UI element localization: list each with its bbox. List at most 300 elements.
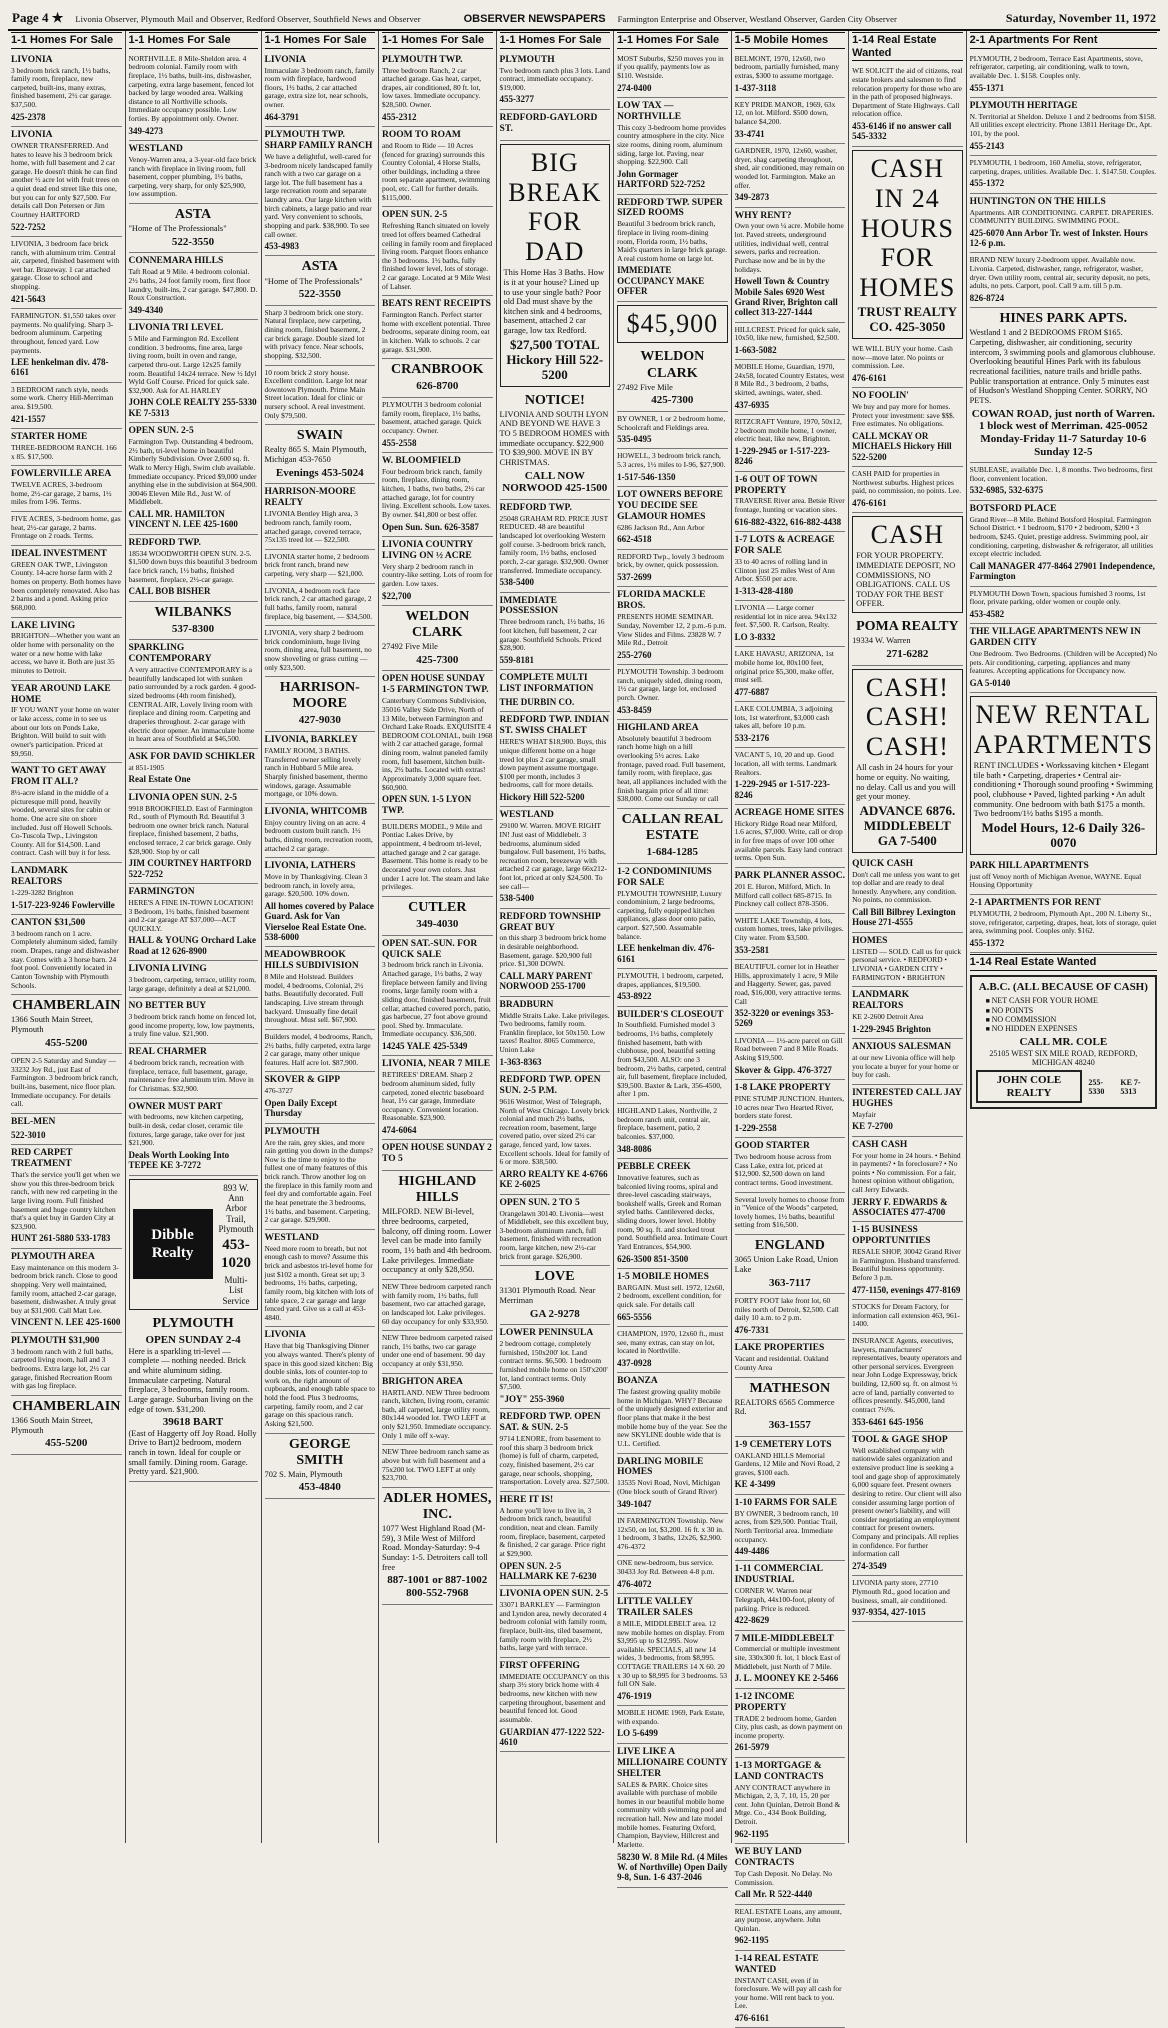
ad-body: 18534 WOODWORTH OPEN SUN. 2-5. $1,500 down buys this beautiful 3 bedroom face brick ranch, 1½ baths, finished basement, fireplace, 2½-car garage. (128, 548, 258, 584)
ad-title: OPEN SUN. 2-5 (382, 210, 448, 221)
ad-phone: 559-8181 (499, 654, 535, 665)
classified-ad (11, 1114, 122, 1145)
ad-phone: 271-6282 (886, 647, 929, 660)
classified-ad (11, 512, 122, 546)
ad-phone: Howell Town & Country Mobile Sales 6920 West Grand River, Brighton call collect 313-227-1444 (734, 276, 838, 318)
classified-ad (382, 127, 493, 207)
classified-ad (500, 500, 611, 593)
ad-body: and Room to Ride — 10 Acres (fenced for grazing) surrounds this Country Colonial, 4 Horse Stalls, other buildings, including a three room separate apartment, swimming pool, etc. Call for further details. $115,000. (382, 140, 490, 202)
ad-body: 1077 West Highland Road (M-59), 3 Mile West of Milford Road. Monday-Saturday: 9-4 Sunday: 1-5. Detroiters call toll free (382, 1524, 488, 1572)
ad-title: NEW RENTAL APARTMENTS (973, 700, 1154, 760)
classified-ad (129, 640, 258, 748)
ad-title: LIVONIA OPEN SUN. 2-5 (128, 792, 238, 803)
ad-phone: 352-3220 or evenings 353-5269 (734, 1008, 834, 1029)
ad-phone: 455-1372 (969, 937, 1005, 948)
column-heading: 1-1 Homes For Sale (500, 32, 611, 49)
classified-ad (970, 858, 1157, 895)
ad-phone: ADVANCE 6876. MIDDLEBELT GA 7-5400 (859, 802, 956, 848)
ad-phone: 455-5200 (45, 1036, 88, 1049)
ad-body: 3 BEDROOM ranch style, needs some work. Cherry Hill-Merriman area. $19,500. (11, 384, 114, 412)
ad-title: PEBBLE CREEK (617, 1161, 691, 1172)
abc-address: 25105 WEST SIX MILE ROAD, REDFORD, MICHIGAN 48240 (989, 1048, 1138, 1067)
classified-ad (970, 308, 1157, 463)
classified-ad (735, 960, 846, 1034)
ad-phone: Real Estate One (128, 774, 191, 785)
ad-title: PLYMOUTH HERITAGE (969, 100, 1078, 111)
classified-ad (735, 532, 846, 601)
ad-title: ADLER HOMES, INC. (383, 1490, 492, 1522)
classified-ad (735, 1437, 846, 1495)
ad-body: BEAUTIFUL corner lot in Heather Hills, approximately 1 acre, 9 Mile and Haggerty. Sewer, gas, paved road, $16,000, very attractive terms. Call (734, 962, 842, 1006)
classified-column-8 (848, 31, 966, 1843)
ad-title: BEL-MEN (11, 1116, 56, 1127)
ad-body: LIVONIA AND SOUTH LYON AND BEYOND WE HAVE 3 TO 5 BEDROOM HOMES with immediate occupancy. $22,900 TO $39,900. MOVE IN BY CHRISTMAS. (499, 409, 610, 467)
classified-ad (11, 1145, 122, 1249)
classified-ad (852, 388, 963, 467)
ad-phone: 962-1195 (734, 1935, 769, 1946)
classified-ad (265, 1072, 376, 1123)
ad-body: 9714 LENORE, from basement to roof this sharp 3 bedroom brick (home) is full of charm, carpeted, cozy, finished basement, 2½ car garage, near schools, shopping, transportation. Lovely area. $27,500. (499, 1434, 609, 1487)
classified-ad (735, 601, 846, 647)
classified-ad (500, 1072, 611, 1195)
classified-ad (617, 487, 728, 550)
classified-ad (382, 606, 493, 671)
ad-title: PLYMOUTH (264, 1126, 320, 1137)
ad-list (617, 52, 728, 1888)
ad-title: PARK PLANNER ASSOC. (734, 870, 845, 881)
dibble-logo: Dibble Realty (133, 1209, 213, 1279)
abc-contact-row (976, 1070, 1151, 1103)
ad-phone: 348-8086 (617, 1143, 652, 1154)
ad-body: A very attractive CONTEMPORARY is a beautifully landscaped lot with sunken patio surrounded by a rock garden. 4 good-sized bedrooms (4th room finished), CENTRAL AIR, Lovely living room with fireplace and dining room. Carpeting and draperies throughout. 2-car garage with electric door opener. An immaculate home in heart area of Southfield at $46,500. (128, 665, 257, 744)
ad-title: WHY RENT? (734, 210, 792, 221)
classified-ad (265, 1327, 376, 1433)
classified-ad (265, 804, 376, 858)
classified-ad (500, 110, 611, 141)
classified-ad (617, 449, 728, 487)
ad-body: BRAND NEW luxury 2-bedroom upper. Available now. Livonia. Carpeted, dishwasher, range, refrigerator, washer, dryer. Own utility room, central air, security deposit, no pets, adults, no pets. Carport, pool. Call 9 a.m. till 5 p.m. (969, 255, 1150, 291)
ad-title: 1-14 REAL ESTATE WANTED (734, 1953, 819, 1975)
ad-phone: 474-6064 (382, 1125, 417, 1136)
abc-item: ■ NET CASH FOR YOUR HOME (986, 996, 1151, 1005)
classified-ad (500, 1586, 611, 1658)
ad-phone: 477-6887 (734, 686, 770, 697)
ad-title: LAKE LIVING (11, 620, 76, 631)
classified-ad (382, 1445, 493, 1488)
ad-phone: 626-3500 851-3500 (617, 1253, 689, 1264)
ad-body: PINE STUMP JUNCTION. Hunters, 10 acres near Two Hearted River, borders state forest. (734, 1093, 845, 1121)
ad-body: WE SOLICIT the aid of citizens, real estate brokers and salesmen to find relocation property for those who are in the path of proposed highways. Department of State Highways. Call relocation office. (852, 66, 963, 119)
ad-title: PLYMOUTH (499, 54, 555, 65)
ad-body: BARGAIN. Must sell. 1972, 12x60, 2 bedroom, excellent condition, for quick sale. For details call (617, 1282, 725, 1310)
classified-ad (382, 1140, 493, 1171)
ad-body: OAKLAND HILLS Memorial Gardens, 12 Mile and Novi Road, 2 graves, $100 each. (734, 1450, 841, 1477)
ad-title: LIVONIA, BARKLEY (264, 735, 358, 746)
ad-body: at our new Livonia office will help you locate a buyer for your home or buy for cash. (852, 1052, 959, 1080)
ad-title: CRANBROOK (391, 362, 484, 378)
ad-body: Need more room to breath, but not enough cash to move? Assume this brick and asbestos tri-level home for just $102 a month. Great set up; 3 bedrooms, 1½ baths, carpeting, family room, big kitchen with lots of table space, 2 car garage and large fenced yard. Give us a call at 453-4840. (264, 1243, 374, 1322)
ad-phone: 476-6161 (852, 372, 887, 383)
ad-phone: 532-6985, 532-6375 (969, 485, 1044, 496)
ad-body: INSTANT CASH, even if in foreclosure. We will pay all cash for your home. Will rent back to you. Lee. (734, 1975, 842, 2011)
ad-title: LIVONIA, WHITCOMB (264, 806, 368, 817)
ad-body: SUBLEASE, available Dec. 1, 8 months. Two bedrooms, first floor, convenient location. (969, 465, 1153, 483)
classified-ad (129, 423, 258, 535)
ad-title: ROOM TO ROAM (382, 130, 461, 141)
ad-title: WE BUY LAND CONTRACTS (734, 1847, 802, 1868)
classified-ad (735, 647, 846, 702)
ad-body: BUILDERS MODEL, 9 Mile and Pontiac Lakes Drive, by appointment, 4 bedroom tri-level, attached garage and 2 car garage. Basement. This home is ready to be decorated your own colors. Just under 1 acre lot. The steam and lake privileges. (382, 821, 490, 892)
classified-ad (617, 346, 728, 411)
ad-body: Three bedroom Ranch, 2 car attached garage. Gas heat, carpet, drapes, air conditioned, 80 ft. lot, low taxes. Immediate occupancy. $28,500. Owner. (382, 65, 482, 110)
classified-ad (500, 712, 611, 807)
ad-phone: 255-2760 (617, 649, 652, 660)
classified-column-7 (731, 31, 849, 2024)
ad-body: GARDNER, 1970, 12x60, washer, dryer, shag carpeting throughout, shed, air conditioned, may remain on wooded lot. Farmington. Make an offer. (734, 146, 845, 190)
ad-body: BY OWNER, 3 bedroom ranch, 10 acres, from $29,500. Pontiac Trail, North Territorial area. Immediate occupancy. (734, 1508, 839, 1544)
classified-ad (735, 323, 846, 361)
ad-title: HARRISON-MOORE (279, 680, 360, 712)
ad-title: LIVONIA (264, 1330, 307, 1341)
ad-body: Refreshing Ranch situated on lovely treed lot offers beamed Cathedral ceiling in family room and fireplaced living room. Parquet floors enhance the 3 bedrooms. 1½ baths, fully finished lower level, lots of storage. 2 car garage. Located at 9 Mile West of Lahser. (382, 221, 493, 291)
classified-ad (500, 909, 611, 997)
classified-ad (735, 1951, 846, 2028)
ad-body: We have a delightful, well-cared for 3-bedroom nicely landscaped family ranch with a two car garage on a large lot. The full basement has a large recreation room and separate laundry area. Our large kitchen with birch cabinets, a large patio and rear yard. Very convenient to schools, shopping and park. $38,900. To see call owner. (264, 151, 373, 239)
ad-title: OPEN SUN. 2 TO 5 (499, 1197, 580, 1208)
ad-title: POMA REALTY (856, 619, 959, 635)
ad-phone: 477-1150, evenings 477-8169 (852, 1284, 961, 1295)
ad-phone: GUARDIAN 477-1222 522-4610 (499, 1726, 605, 1747)
classified-ad (265, 677, 376, 732)
classified-ad (735, 748, 846, 805)
ad-phone: 353-2581 (734, 944, 770, 955)
ad-phone: 455-2312 (382, 111, 417, 122)
ad-title: LOVE (534, 1269, 575, 1285)
classified-ad (382, 537, 493, 606)
ad-title: 1-11 COMMERCIAL INDUSTRIAL (734, 1564, 823, 1586)
classified-ad (129, 998, 258, 1044)
page-number: Page 4 ★ (12, 10, 64, 25)
ad-body: MILFORD. NEW Bi-level, three bedrooms, carpeted, balcony, off dining room. Lower level can be made into family room, 1½ bath and 4th bedroom. Lake privileges. Immediate occupancy at only $28,950. (382, 1207, 492, 1275)
ad-body: 3 bedroom, carpeting, terrace, utility room, large garage, definitely a deal at $21,000. (128, 975, 256, 993)
classified-ad (617, 1269, 728, 1327)
classified-ad (735, 1631, 846, 1689)
ad-phone: CALL MCKAY OR MICHAELS Hickory Hill 522-5200 (852, 431, 952, 462)
classified-ad (852, 467, 963, 513)
ad-phone: 1-229-2558 (734, 1122, 777, 1133)
classified-ad (735, 52, 846, 98)
ad-title: LIVONIA (11, 130, 53, 141)
classified-column-1 (8, 31, 125, 1843)
classified-ad (11, 915, 122, 995)
ad-phone: 537-8300 (171, 622, 215, 635)
classified-ad (617, 1327, 728, 1373)
classified-ad (265, 1124, 376, 1230)
classified-ad (852, 1039, 963, 1085)
ad-body: HARTLAND. NEW Three bedroom ranch, kitchen, living room, ceramic bath, all carpeted, large utility room, 80x144 wooded lot. TWO LEFT at only $21,950. Immediate occupancy. Only 1 mile off x-way. (382, 1387, 492, 1440)
ad-body: HERE'S A FINE IN-TOWN LOCATION! 3 Bedroom, 1½ baths, finished basement and 2-car garage AT $37,000—ACT QUICKLY. (128, 897, 254, 933)
ad-body: BY OWNER, 1 or 2 bedroom home, Schoolcraft and Fieldings area. (617, 413, 726, 432)
ad-body: HILLCREST. Priced for quick sale, 10x50, like new, furnished, $2,500. (734, 324, 841, 343)
ad-phone: 464-3791 (264, 111, 300, 122)
classified-ad (500, 1658, 611, 1752)
classified-ad (852, 1222, 963, 1300)
ad-title: LOWER PENINSULA (499, 1328, 594, 1339)
classified-ad (11, 237, 122, 309)
classified-ad (852, 1085, 963, 1137)
classified-ad (382, 296, 493, 359)
ad-body: with bedrooms, new kitchen carpeting, built-in desk, cedar closet, ceramic tile fixtures, large garage, take over for just $21,900. (128, 1112, 245, 1148)
ad-title: IDEAL INVESTMENT (11, 548, 107, 559)
newspaper-page (8, 8, 1160, 2024)
classified-ad (735, 1080, 846, 1138)
ad-phone: 274-0400 (617, 82, 652, 93)
ad-phone: 349-4030 (416, 917, 459, 930)
ad-phone: 349-2873 (734, 192, 770, 203)
ad-body: Don't call me unless you want to get top dollar and are ready to deal honestly. Anywhere, any condition. No points, no commission. (852, 869, 960, 905)
classified-ad (129, 1044, 258, 1098)
ad-phone: LO 3-8332 (734, 631, 776, 642)
ad-title: REDFORD TWP. (128, 537, 201, 548)
classified-ad (735, 98, 846, 144)
ad-phone: 1-229-2945 Brighton (852, 1023, 931, 1034)
ad-title: LIVONIA OPEN SUN. 2-5 (499, 1589, 609, 1600)
ad-body: In Southfield. Furnished model 3 bedrooms, 1½ baths, completely finished basement, bath with clubhouse, pool, beautiful setting from $43,500. ALSO: one 3 bedroom, 2½ baths, carpeted, central air, full basement, fireplace included, $39,500. Baxter & Lark, 356-4500, after 1 pm. (617, 1020, 727, 1099)
classified-ad (970, 587, 1157, 625)
ad-title: HINES PARK APTS. (999, 311, 1128, 327)
ad-phone: Open Daily Except Thursday (264, 1097, 338, 1119)
column-heading: 1-5 Mobile Homes (735, 32, 846, 49)
classified-ad (129, 204, 258, 253)
ad-body: Farmington Twp. Outstanding 4 bedroom, 2½ bath, tri-level home in beautiful Kimberly Subdivision. Over 2,600 sq. ft. Walk to Mercy High, Swim club available. Immediate occupancy. Priced $9,000 under anything else in the subdivision at $64,900. 30046 Eleven Mile Rd., Just W. of Middlebelt. (128, 437, 258, 507)
ad-phone: J. L. MOONEY KE 2-5466 (734, 1673, 839, 1684)
classified-ad (500, 52, 611, 110)
classified-ad (129, 141, 258, 204)
ad-phone: 476-6161 (734, 2013, 770, 2024)
ad-phone: JERRY F. EDWARDS & ASSOCIATES 477-4700 (852, 1196, 948, 1217)
classified-ad (617, 1556, 728, 1594)
ad-phone: 538-5400 (499, 893, 535, 904)
ad-title: PLYMOUTH AREA (11, 1251, 95, 1262)
ad-body: CHAMPION, 1970, 12x60 ft., must see, many extras, can stay on lot, located in Northville. (617, 1328, 724, 1356)
ad-title: ANXIOUS SALESMAN (852, 1041, 952, 1052)
ad-phone: $27,500 TOTAL Hickory Hill 522-5200 (506, 336, 604, 382)
ad-body: Several lovely homes to choose from in "Venice of the Woods" carpeted, lovely homes, 1½ baths, beautiful setting from $16,500. (734, 1194, 845, 1230)
classified-column-4 (378, 31, 496, 1843)
classified-ad (11, 618, 122, 681)
classified-ad (852, 856, 963, 933)
ad-body: 8 MILE, MIDDLEBELT area. 12 new mobile homes on display. From $3,995 up to $12,995. Now available. SPECIALS, all new 14 wides, 3 bedrooms, from $8,995. COTTAGE TRAILERS 14 X 60. 20 x 30 up to $8,995 for 3 bedrooms. 53 full ON Sale. (617, 1618, 728, 1689)
ad-title: REDFORD TWP. (499, 502, 572, 513)
ad-phone: 453-6146 if no answer call 545-3332 (852, 121, 952, 142)
ad-title: REDFORD TWP. INDIAN ST. SWISS CHALET (499, 715, 610, 737)
ad-title: NOTICE! (524, 392, 585, 408)
ad-phone: 421-5643 (11, 293, 46, 304)
ad-title: SPARKLING CONTEMPORARY (128, 643, 212, 665)
cole-realty-logo: JOHN COLE REALTY (976, 1070, 1083, 1103)
ad-body: WE WILL BUY your home. Cash now—move later. No points or commission. Lee. (852, 344, 953, 371)
ad-title: HOMES (852, 935, 888, 946)
ad-phone: 455-2143 (969, 140, 1005, 151)
ad-list (129, 52, 258, 1482)
ad-phone: Hickory Hill 522-5200 (499, 792, 585, 803)
classified-ad (382, 671, 493, 819)
ad-title: BUILDER'S CLOSEOUT (617, 1009, 724, 1020)
dibble-info (219, 1183, 254, 1306)
ad-title: 1-6 OUT OF TOWN PROPERTY (734, 474, 818, 496)
ad-phone: Skover & Gipp. 476-3727 (734, 1064, 832, 1075)
abc-item: ■ NO HIDDEN EXPENSES (986, 1024, 1151, 1033)
classified-ad (735, 1138, 846, 1192)
classified-column-5 (496, 31, 614, 1843)
classified-ad (11, 1396, 122, 1455)
ad-body: The fastest growing quality mobile home in Michigan. WHY? Because of the uniquely designed exterior and floor plans that make it the best mobile home buy of the year. See the new SKYLINE double wide that is U.L. Certified. (617, 1387, 728, 1448)
ad-title: LIVONIA (11, 54, 53, 65)
classified-ad (11, 383, 122, 429)
column-heading: 1-1 Homes For Sale (129, 32, 258, 49)
ad-phone: 427-9030 (298, 714, 341, 727)
masthead-brand: OBSERVER NEWSPAPERS (463, 13, 606, 25)
ad-body: REAL ESTATE Loans, any amount, any purpose, anywhere. John Quinlan. (734, 1906, 842, 1933)
classified-ad (617, 52, 728, 98)
ad-title: ASTA (174, 207, 212, 223)
classified-ad (382, 820, 493, 897)
ad-body: 25048 GRAHAM RD. PRICE JUST REDUCED. 48 are beautiful landscaped lot overlooking Western golf course. 3-bedroom brick ranch, family room, 1½ baths, enclosed porch, 2-car garage. $32,900. Owner transferred. Immediate occupancy. (499, 513, 609, 575)
classified-ad (265, 127, 376, 256)
classified-ad (11, 52, 122, 127)
ad-title: IMMEDIATE POSSESSION (499, 595, 559, 617)
column-heading: 2-1 Apartments For Rent (970, 32, 1157, 49)
abc-cash-ad (970, 975, 1157, 1110)
dibble-footer: 2 bedroom, modern ranch in town. Ideal for couple or small family. Dining room. Garage. Pretty yard. $21,900. (128, 1438, 248, 1477)
ad-body: Three bedroom ranch, 1½ baths, 16 foot kitchen, full basement, 2 car garage. Southfield Schools. Priced $28,900. (499, 617, 605, 653)
ad-title: CHAMBERLAIN (12, 998, 121, 1014)
ad-body: 3065 Union Lake Road, Union Lake (734, 1255, 839, 1274)
ad-phone: 425-7300 (416, 653, 459, 666)
ad-phone: 58230 W. 8 Mile Rd. (4 Miles W. of Northville) Open Daily 9-8, Sun. 1-6 437-2046 (617, 1851, 728, 1883)
classified-ad (129, 253, 258, 320)
classified-ad (852, 1576, 963, 1622)
classified-ad (970, 624, 1157, 693)
ad-phone: CALL MR. HAMILTON VINCENT N. LEE 425-1600 (128, 509, 238, 530)
classified-ad (735, 702, 846, 748)
classified-ad (129, 52, 258, 141)
ad-phone: 363-7117 (769, 1276, 811, 1289)
ad-phone: 349-1047 (617, 1498, 652, 1509)
ad-title: CASH IN 24 HOURS FOR HOMES (859, 153, 956, 303)
ad-body: FARMINGTON. $1,550 takes over payments. No qualifying. Sharp 3-bedroom aluminum. Carpeting throughout, fenced yard. Low payments. (11, 311, 116, 355)
ad-phone: 455-5200 (45, 1437, 88, 1450)
ad-phone: 665-5556 (617, 1311, 652, 1322)
classified-ad (11, 1333, 122, 1396)
classified-ad (265, 52, 376, 127)
classified-ad (617, 195, 728, 302)
ad-body: 19334 W. Warren (852, 636, 911, 646)
abc-item: ■ NO POINTS (986, 1006, 1151, 1015)
classified-ad (735, 1235, 846, 1294)
classified-ad (617, 98, 728, 195)
ad-title: LIVONIA COUNTRY LIVING ON ½ ACRE (382, 539, 473, 561)
classified-ad (11, 127, 122, 237)
ad-title: HIGHLAND HILLS (398, 1174, 477, 1206)
ad-body: We buy and pay more for homes. Protect your investment: save $$$. Free estimates. No obligations. (852, 402, 955, 429)
classified-ad (735, 1340, 846, 1377)
classified-ad (382, 897, 493, 936)
ad-body: BELMONT, 1970, 12x60, two bedroom, partially furnished, many extras, $300 to assume mortgage. (734, 53, 840, 80)
classified-ad (852, 1432, 963, 1576)
ad-phone: 453-8922 (617, 991, 652, 1002)
ad-body: IMMEDIATE OCCUPANCY on this sharp 3½ story brick home with 4 bedrooms, new kitchen with new carpeting throughout, basement and beautiful fenced lot. Good assumable. (499, 1671, 610, 1724)
ad-title: SKOVER & GIPP (264, 1075, 340, 1086)
abc-phone-1: 255-5330 (1088, 1077, 1105, 1096)
ad-phone: IMMEDIATE OCCUPANCY MAKE OFFER (617, 265, 705, 297)
ad-body: WHITE LAKE Township, 4 lots, custom homes, trees, lake privileges. City water. From $3,500. (734, 915, 844, 943)
ad-body: 13535 Novi Road, Novi, Michigan (One block south of Grand River) (617, 1478, 721, 1496)
ad-title: REDFORD TOWNSHIP GREAT BUY (499, 911, 601, 933)
classified-ad (970, 253, 1157, 308)
classified-ad (382, 1331, 493, 1374)
abc-title: A.B.C. (ALL BECAUSE OF CASH) (978, 980, 1148, 993)
classified-ad (500, 1409, 611, 1492)
classified-ad (11, 863, 122, 915)
ad-phone: 1-684-1285 (646, 846, 698, 859)
ad-title: PLYMOUTH TWP. SHARP FAMILY RANCH (264, 130, 373, 151)
ad-phone: CALL MARY PARENT NORWOOD 255-1700 (499, 970, 593, 992)
ad-title: 1-9 CEMETERY LOTS (734, 1439, 832, 1450)
ad-body: STOCKS for Dream Factory, for information call extension 463, 961-1400. (852, 1302, 960, 1329)
ad-phone: CALL NOW NORWOOD 425-1500 (502, 469, 608, 495)
classified-column-6 (613, 31, 731, 1883)
ad-phone: KE 4-3499 (734, 1479, 776, 1490)
classified-ad (852, 1300, 963, 1334)
classified-ad (617, 550, 728, 588)
ad-phone: 476-7331 (734, 1325, 770, 1336)
classified-ad (852, 342, 963, 388)
ad-body: Mayfair (852, 1109, 876, 1119)
ad-body: CASH PAID for properties in Northwest suburbs. Highest prices paid, no commission, no points. Lee. (852, 469, 962, 496)
classified-ad (129, 790, 258, 884)
classified-ad (129, 1099, 258, 1176)
abc-item: ■ NO COMMISSION (986, 1015, 1151, 1024)
classified-ad (617, 1104, 728, 1159)
classified-ad (617, 665, 728, 720)
ad-list (970, 52, 1157, 1110)
ad-phone: 425-6070 Ann Arbor Tr. west of Inkster. Hours 12-6 p.m. (969, 227, 1148, 249)
ad-body: N. Territorial at Sheldon. Deluxe 1 and 2 bedrooms from $158. All utilities except electricity. Phone 13811 Heritage Dr., Apt. 101, by the pool. (969, 111, 1156, 139)
ad-phone: 962-1195 (734, 1828, 769, 1839)
classified-ad (970, 501, 1157, 587)
ad-phone: 422-8629 (734, 1615, 770, 1626)
ad-body: Own your own ¼ acre. Mobile home lot. Paved streets, underground utilities, individual well, central sewers, parks and recreation. Purchase now and be in by the holidays. (734, 221, 844, 274)
dibble-open-body: Here is a sparkling tri-level — complete — nothing needed. Brick and white aluminum siding. Immaculate carpeting. Natural fireplace, 3 bedrooms, family room. Large garage. Suburban living on the edge of town. $31,200. (128, 1346, 254, 1414)
ad-phone: 522-3550 (298, 288, 341, 301)
classified-ad (382, 359, 493, 398)
ad-body: ANY CONTRACT anywhere in Michigan, 2, 3, 7, 10, 15, 20 per cent. John Quinlan, Detroit Bond & Mtge. Co., 434 Book Building, Detroit. (734, 1782, 841, 1827)
classified-ad (617, 1514, 728, 1557)
ad-title: LIVONIA, NEAR 7 MILE (382, 1059, 491, 1070)
classified-ad (617, 1454, 728, 1514)
ad-body: 5 Mile and Farmington Rd. Excellent condition. 3 bedrooms, fine area, large living room, built in oven and range, carpeted thru-out. Large 12x25 family room. Beautiful 14x24 terrace. New ½ Idyl Wyld Golf Course. Priced for quick sale. $32,900. Ask for AL HARLEY (128, 334, 257, 395)
ad-phone: 537-2699 (617, 572, 652, 583)
ad-body: 702 S. Main, Plymouth (264, 1469, 343, 1479)
ad-title: WESTLAND (128, 143, 183, 154)
ad-body: TWELVE ACRES, 3-bedroom home, 2½-car garage, 2 barns, 1½ miles from I-96. Terms. (11, 480, 112, 507)
ad-title: PLYMOUTH $31,900 (11, 1335, 100, 1346)
classified-columns (8, 31, 1160, 2024)
ad-title: REDFORD-GAYLORD ST. (499, 112, 598, 134)
ad-title: BIG BREAK FOR DAD (508, 147, 602, 267)
ad-body: PLYMOUTH, 1 bedroom, carpeted, drapes, appliances, $19,500. (617, 970, 724, 989)
